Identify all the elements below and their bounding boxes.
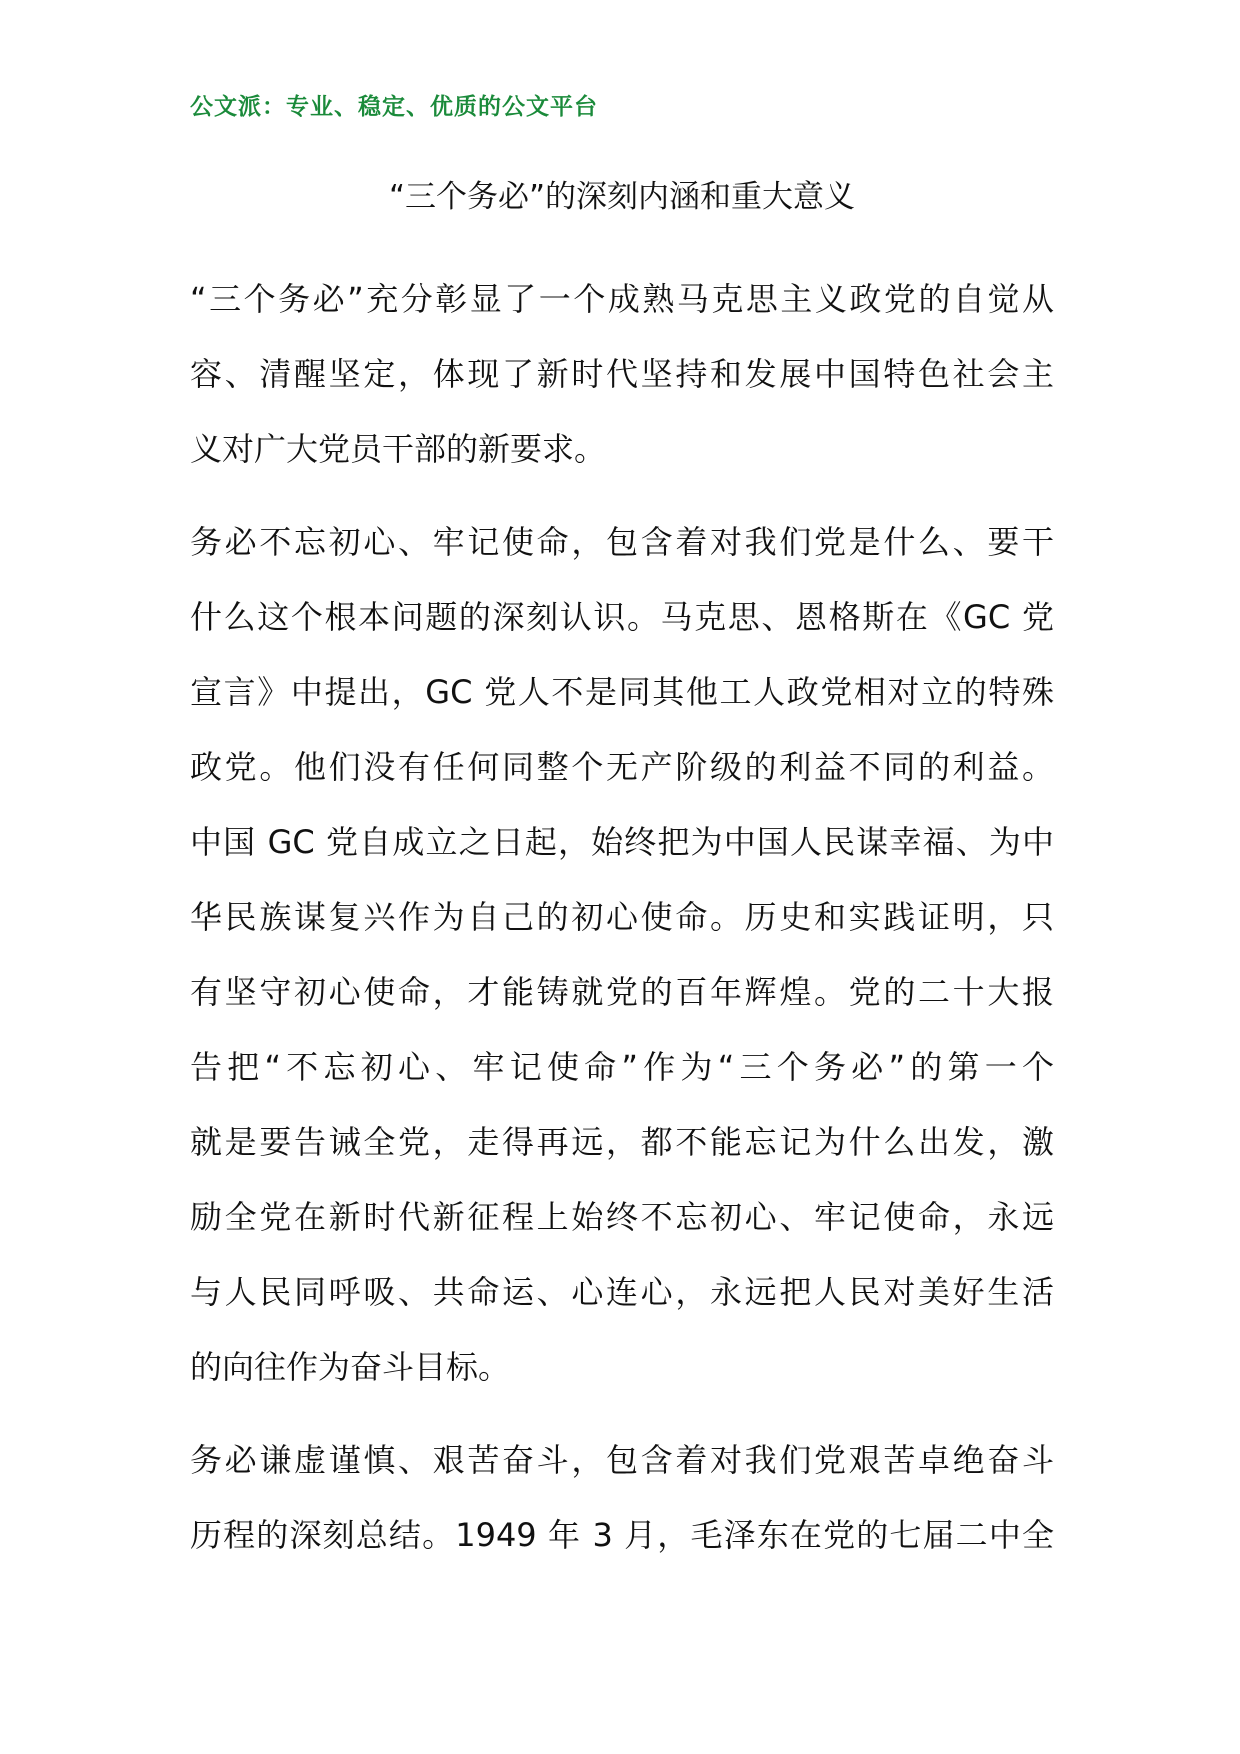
article-body [190,262,1054,1591]
text-line: 的向往作为奋斗目标。 [190,1348,511,1386]
text-line: 就是要告诫全党，走得再远，都不能忘记为什么出发，激 [190,1123,1054,1161]
text-line: 容、清醒坚定，体现了新时代坚持和发展中国特色社会主 [190,355,1054,393]
site-header: 公文派：专业、稳定、优质的公文平台 [190,93,598,120]
paragraph [190,505,1054,1405]
text-line: 政党。他们没有任何同整个无产阶级的利益不同的利益。 [190,748,1054,786]
text-line: 义对广大党员干部的新要求。 [190,430,607,468]
text-line: 中国 GC 党自成立之日起，始终把为中国人民谋幸福、为中 [190,823,1054,861]
text-line: 告把“不忘初心、牢记使命”作为“三个务必”的第一个 [190,1048,1054,1086]
text-line: 宣言》中提出，GC 党人不是同其他工人政党相对立的特殊 [190,673,1054,711]
text-line: 务必谦虚谨慎、艰苦奋斗，包含着对我们党艰苦卓绝奋斗 [190,1441,1054,1479]
text-line: 务必不忘初心、牢记使命，包含着对我们党是什么、要干 [190,523,1054,561]
article-title: “三个务必”的深刻内涵和重大意义 [388,179,856,215]
text-line: 与人民同呼吸、共命运、心连心，永远把人民对美好生活 [190,1273,1054,1311]
text-line: 有坚守初心使命，才能铸就党的百年辉煌。党的二十大报 [190,973,1054,1011]
text-line: “三个务必”充分彰显了一个成熟马克思主义政党的自觉从 [190,280,1054,318]
text-line: 什么这个根本问题的深刻认识。马克思、恩格斯在《GC 党 [190,598,1054,636]
paragraph [190,1423,1054,1573]
text-line: 历程的深刻总结。1949 年 3 月，毛泽东在党的七届二中全 [190,1516,1054,1554]
text-line: 励全党在新时代新征程上始终不忘初心、牢记使命，永远 [190,1198,1054,1236]
text-line: 华民族谋复兴作为自己的初心使命。历史和实践证明，只 [190,898,1054,936]
paragraph [190,262,1054,487]
